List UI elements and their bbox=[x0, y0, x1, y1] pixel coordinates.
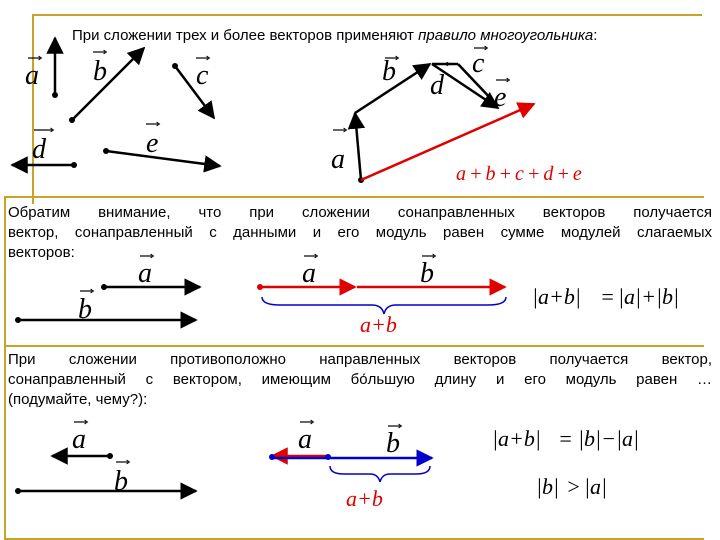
polygon-rule-term: правило многоугольника bbox=[418, 27, 594, 44]
svg-text:=: = bbox=[600, 284, 615, 309]
svg-text:|a|+|b|: |a|+|b| bbox=[618, 284, 680, 309]
same-label-a: a bbox=[138, 258, 152, 289]
opp-label-a: a bbox=[72, 424, 86, 455]
same-dir-formula bbox=[532, 284, 679, 309]
same-dir-line-1: Обратим внимание, что при сложении сонаправленных векторов получается bbox=[8, 204, 712, 221]
svg-text:|a+b|: |a+b| bbox=[532, 284, 581, 309]
same-label-b: b bbox=[78, 294, 92, 325]
label-c: c bbox=[196, 60, 209, 91]
opp-sum-label: a+b bbox=[346, 486, 383, 511]
label-e: e bbox=[146, 128, 159, 159]
vector-a bbox=[52, 38, 58, 98]
intro-main: При сложении трех и более векторов применяют bbox=[72, 27, 414, 44]
svg-text:|b|−|a|: |b|−|a| bbox=[578, 426, 640, 451]
poly-label-b: b bbox=[382, 56, 396, 87]
intro-text: При сложении трех и более векторов применяют правило многоугольника: bbox=[72, 27, 598, 44]
poly-label-d: d bbox=[430, 70, 444, 101]
opp-dir-inequality bbox=[536, 474, 607, 499]
opp-chain-label-a: a bbox=[298, 424, 312, 455]
opp-dir-line-3: (подумайте, чему?): bbox=[8, 391, 148, 408]
label-b: b bbox=[93, 56, 107, 87]
opp-dir-formula bbox=[492, 426, 639, 451]
vector-e bbox=[103, 148, 220, 166]
polygon-sum-label: a+b+c+d+e bbox=[456, 163, 585, 185]
opp-chain-label-b: b bbox=[386, 428, 400, 459]
svg-text:|a+b|: |a+b| bbox=[492, 426, 541, 451]
same-dir-line-2: вектор, сонаправленный с данными и его модуль равен сумме модулей слагаемых bbox=[8, 224, 712, 241]
label-a: a bbox=[25, 60, 39, 91]
same-chain-label-a: a bbox=[302, 258, 316, 289]
same-dir-vector-b bbox=[15, 317, 196, 323]
opp-dir-line-2: сонаправленный с вектором, имеющим бо́льшую длину и его модуль равен … bbox=[8, 371, 712, 388]
polygon-vector-a bbox=[355, 113, 364, 183]
same-sum-label: a+b bbox=[360, 312, 397, 337]
opp-label-b: b bbox=[114, 466, 128, 497]
svg-text:|b|: |b| bbox=[536, 474, 560, 499]
svg-text:>: > bbox=[566, 474, 581, 499]
opp-dir-vector-b bbox=[15, 488, 196, 494]
same-chain-label-b: b bbox=[420, 258, 434, 289]
same-dir-line-3: векторов: bbox=[8, 244, 75, 261]
poly-label-a: a bbox=[331, 144, 345, 175]
opp-dir-line-1: При сложении противоположно направленных векторов получается вектор, bbox=[8, 351, 712, 368]
poly-label-c: c bbox=[472, 48, 485, 79]
opp-sum-brace bbox=[330, 466, 430, 482]
poly-label-e: e bbox=[494, 82, 507, 113]
opp-dir-chain bbox=[269, 454, 432, 460]
svg-text:|a|: |a| bbox=[584, 474, 608, 499]
label-d: d bbox=[32, 134, 46, 165]
svg-text:=: = bbox=[558, 426, 573, 451]
same-dir-chain bbox=[257, 284, 505, 290]
